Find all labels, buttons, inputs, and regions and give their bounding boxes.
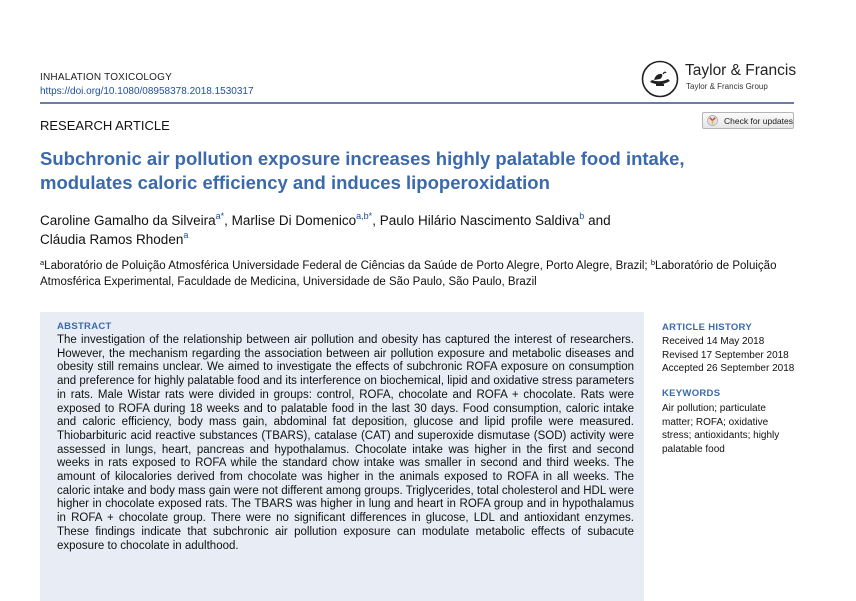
- history-accepted: Accepted 26 September 2018: [662, 363, 795, 374]
- affiliation-label: a: [40, 258, 45, 267]
- journal-name: INHALATION TOXICOLOGY: [40, 72, 173, 83]
- affiliation-label: b: [650, 258, 655, 267]
- author-affiliation-marker[interactable]: a*: [215, 211, 225, 221]
- keywords-heading: KEYWORDS: [662, 388, 721, 399]
- article-type: RESEARCH ARTICLE: [40, 118, 170, 133]
- author-name: Cláudia Ramos Rhoden: [40, 232, 184, 247]
- check-for-updates-label: Check for updates: [724, 115, 793, 126]
- author-list: Caroline Gamalho da Silveira$^{a*}$, Marlise Di Domenico$^{a,b*}$, Paulo Hilário Nascimento Saldiva$^b$ and Cláudia Ramos Rhoden$^a$: [40, 211, 611, 247]
- keywords-text: Air pollution; particulate matter; ROFA; oxidative stress; antioxidants; highly palatable food: [662, 403, 780, 455]
- publisher-name: Taylor & Francis: [685, 62, 797, 79]
- publisher-logo[interactable]: [641, 60, 801, 100]
- header-divider: [40, 102, 794, 104]
- article-history-list: [662, 335, 794, 376]
- check-for-updates-button[interactable]: [702, 112, 794, 129]
- author-affiliation-marker[interactable]: b: [579, 211, 585, 221]
- article-title: Subchronic air pollution exposure increases highly palatable food intake, modulates caloric efficiency and induces lipoperoxidation: [40, 148, 685, 193]
- affiliations: [40, 258, 800, 290]
- history-revised: Revised 17 September 2018: [662, 349, 789, 361]
- abstract-text: The investigation of the relationship between air pollution and obesity has captured the interest of researchers. However, the mechanism regarding the association between air pollution exposure and metabolic diseases and obesity still remains unclear. We aimed to investigate the effects of subchronic ROFA exposure on consumption and preference for highly palatable food and its interference on biochemical, lipid and oxidative stress parameters in rats. Male Wistar rats were divided in groups: control, ROFA, chocolate and ROFA + chocolate. Rats were exposed to ROFA during 18 weeks and to palatable food in the last 30 days. Food consumption, caloric intake and caloric efficiency, body mass gain, abdominal fat deposition, glucose and lipid profile were measured. Thiobarbituric acid reactive substances (TBARS), catalase (CAT) and superoxide dismutase (SOD) activity were assessed in lungs, heart, pancreas and hypothalamus. Chocolate intake was higher in the first and second weeks in rats exposed to ROFA while the standard chow intake was smaller in second and third weeks. The amount of kilocalories derived from chocolate was higher in the animals exposed to ROFA in all weeks. The caloric intake and body mass gain were not different among groups. Triglycerides, total cholesterol and HDL were higher in chocolate exposed rats. The TBARS was higher in lung and heart in ROFA group and in hypothalamus in ROFA + chocolate group. There were no significant differences in glucose, LDL and antioxidant enzymes. These findings indicate that subchronic air pollution exposure can modulate metabolic effects of subacute exposure to chocolate in adulthood.: [57, 334, 634, 552]
- author-affiliation-marker[interactable]: a: [183, 230, 189, 240]
- affiliation-text: Laboratório de Poluição Atmosférica Universidade Federal de Ciências da Saúde de Porto Alegre, Porto Alegre, Brazil;: [44, 260, 651, 272]
- publisher-group: Taylor & Francis Group: [686, 82, 768, 91]
- author-name: Paulo Hilário Nascimento Saldiva: [379, 213, 580, 228]
- author-name: Marlise Di Domenico: [231, 213, 357, 228]
- affiliation-text: Laboratório de Poluição Atmosférica Experimental, Faculdade de Medicina, Universidade de São Paulo, São Paulo, Brazil: [40, 260, 777, 288]
- abstract-box: [40, 312, 644, 601]
- author-affiliation-marker[interactable]: a,b*: [356, 211, 373, 221]
- doi-link[interactable]: https://doi.org/10.1080/08958378.2018.1530317: [40, 86, 254, 97]
- article-history-heading: ARTICLE HISTORY: [662, 322, 753, 333]
- crossmark-icon: [707, 115, 718, 126]
- abstract-heading: ABSTRACT: [57, 321, 112, 332]
- history-received: Received 14 May 2018: [662, 336, 765, 347]
- taylor-francis-lamp-logo-icon: [641, 60, 679, 98]
- author-name: Caroline Gamalho da Silveira: [40, 213, 216, 228]
